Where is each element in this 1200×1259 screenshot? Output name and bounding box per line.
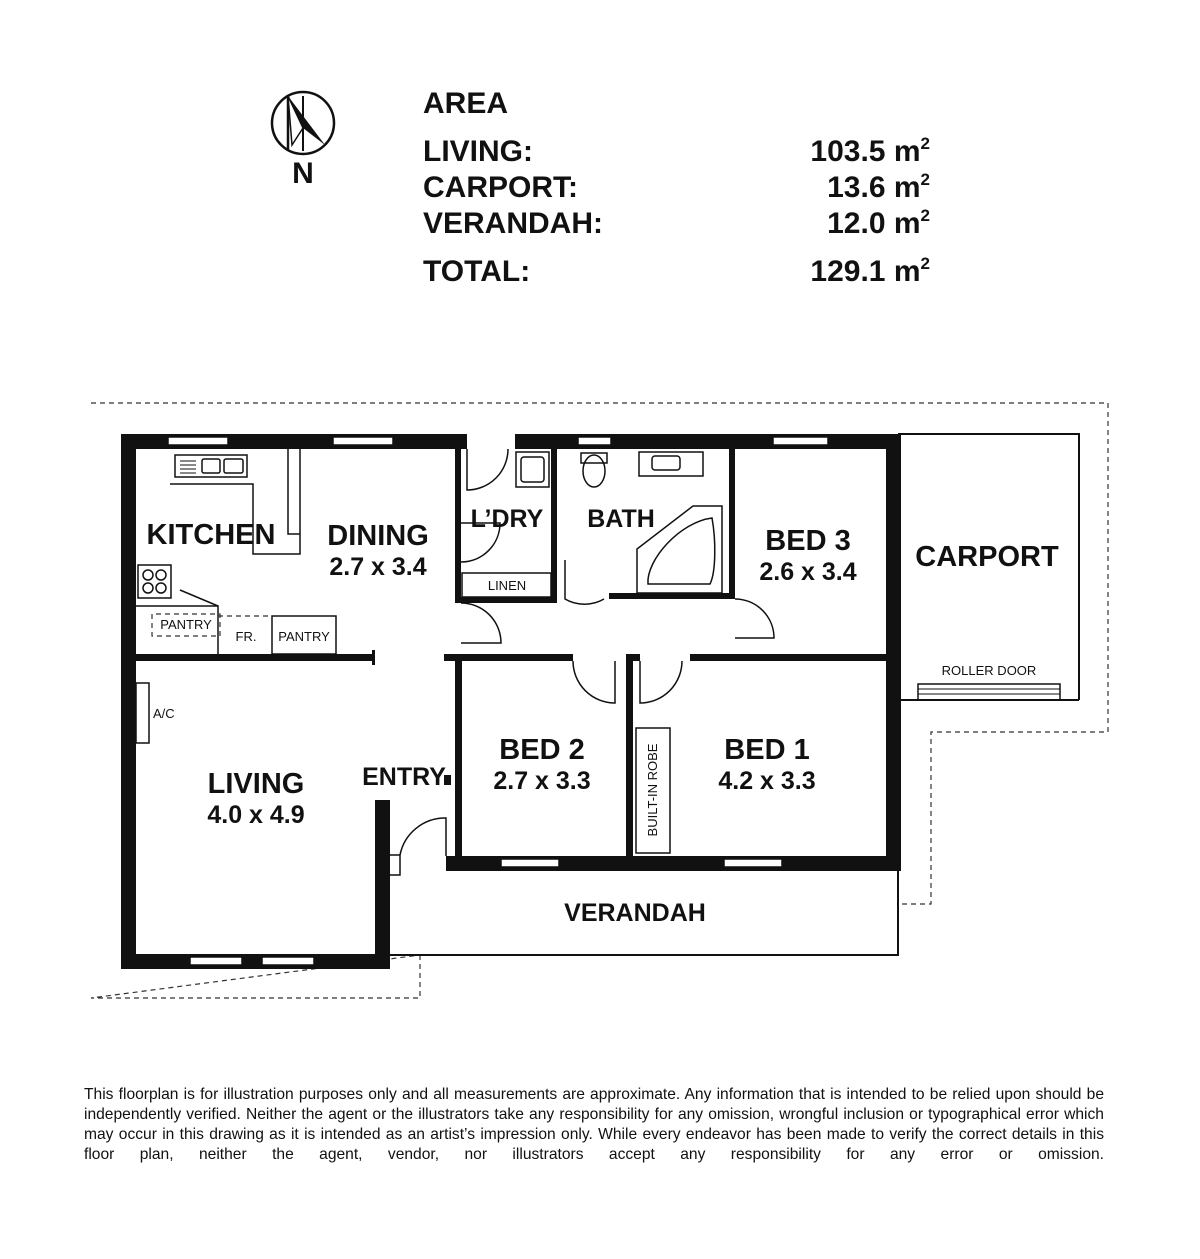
built-in-robe-label: BUILT-IN ROBE — [645, 743, 660, 837]
room-bed1-size: 4.2 x 3.3 — [718, 767, 816, 795]
room-dining-label: DINING — [327, 520, 429, 552]
room-bed3-label: BED 3 — [765, 525, 851, 557]
room-bed1-label: BED 1 — [724, 734, 810, 766]
area-row-value: 13.6 $m^2$ — [827, 170, 930, 204]
roller-door — [918, 684, 1060, 700]
room-kitchen-label: KITCHEN — [146, 519, 276, 551]
area-title: AREA — [423, 87, 509, 120]
room-laundry-label: L’DRY — [470, 505, 544, 533]
room-dining-size: 2.7 x 3.4 — [329, 553, 427, 581]
room-living-size: 4.0 x 4.9 — [207, 801, 305, 829]
room-carport-label: CARPORT — [915, 541, 1059, 573]
area-row-label: CARPORT: — [423, 171, 578, 204]
room-entry-label: ENTRY — [362, 763, 446, 791]
north-label: N — [292, 157, 314, 190]
room-bath-label: BATH — [587, 505, 655, 533]
ac-label: A/C — [153, 706, 175, 721]
linen-label: LINEN — [487, 578, 527, 593]
room-bed3-size: 2.6 x 3.4 — [759, 558, 857, 586]
area-total-label: TOTAL: — [423, 255, 531, 288]
doors — [390, 449, 774, 875]
area-row-value: 103.5 $m^2$ — [810, 134, 930, 168]
kitchen-fixtures — [136, 449, 336, 743]
disclaimer-text: This floorplan is for illustration purposes only and all measurements are approximate. Any information that is intended to be relied upon should be independently verified. Neither the agent or the illustrators take any responsibility for any omission, wrongful inclusion or typographical error which may occur in this drawing as it is intended as an artist’s impression only. While every endeavor has been made to verify the correct details in this floor plan, neither the agent, vendor, nor illustrators accept any responsibility for any error or omission. — [84, 1086, 1104, 1163]
fridge-label: FR. — [235, 629, 257, 644]
room-living-label: LIVING — [207, 768, 305, 800]
pantry-left-label: PANTRY — [160, 617, 212, 632]
room-bed2-size: 2.7 x 3.3 — [493, 767, 591, 795]
north-arrow-icon — [272, 92, 334, 154]
room-verandah-label: VERANDAH — [564, 899, 706, 927]
pantry-right-label: PANTRY — [278, 629, 330, 644]
area-row-label: LIVING: — [423, 135, 533, 168]
area-total-value: 129.1 $m^2$ — [810, 254, 930, 288]
room-bed2-label: BED 2 — [499, 734, 585, 766]
roller-door-label: ROLLER DOOR — [941, 663, 1037, 678]
area-row-value: 12.0 $m^2$ — [827, 206, 930, 240]
area-row-label: VERANDAH: — [423, 207, 603, 240]
